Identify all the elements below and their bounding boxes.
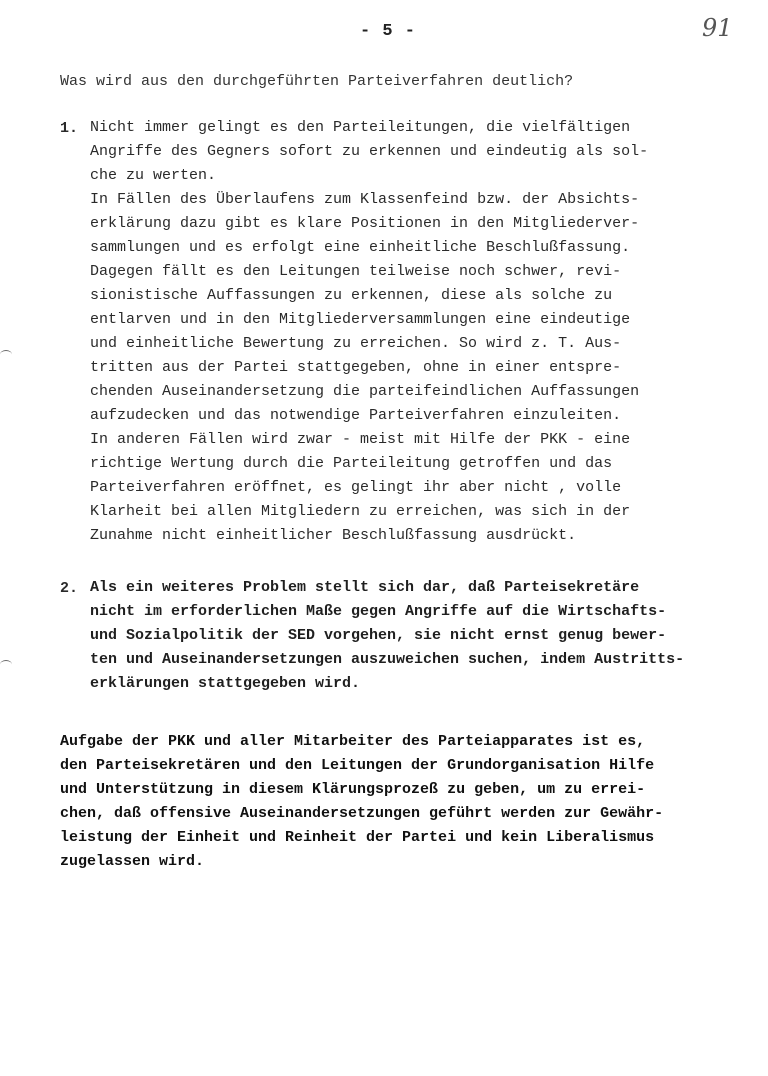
item-line: Parteiverfahren eröffnet, es gelingt ihr aber nicht , volle: [90, 479, 622, 496]
item-number: 1.: [60, 120, 79, 137]
page-number: - 5 -: [360, 22, 417, 41]
item-line: In Fällen des Überlaufens zum Klassenfeind bzw. der Absichts-: [90, 191, 640, 208]
margin-mark: [0, 660, 12, 669]
item-line: und einheitliche Bewertung zu erreichen. So wird z. T. Aus-: [90, 335, 622, 352]
conclusion-line: den Parteisekretären und den Leitungen der Grundorganisation Hilfe: [60, 757, 655, 774]
item-line: Als ein weiteres Problem stellt sich dar, daß Parteisekretäre: [90, 579, 640, 596]
conclusion-line: chen, daß offensive Auseinandersetzungen geführt werden zur Gewähr-: [60, 805, 664, 822]
item-line: entlarven und in den Mitgliederversammlungen eine eindeutige: [90, 311, 631, 328]
conclusion-line: leistung der Einheit und Reinheit der Partei und kein Liberalismus: [60, 829, 655, 846]
item-line: Dagegen fällt es den Leitungen teilweise noch schwer, revi-: [90, 263, 622, 280]
item-line: Zunahme nicht einheitlicher Beschlußfassung ausdrückt.: [90, 527, 577, 544]
item-line: erklärung dazu gibt es klare Positionen in den Mitgliederver-: [90, 215, 640, 232]
margin-mark: [0, 350, 12, 359]
item-line: richtige Wertung durch die Parteileitung getroffen und das: [90, 455, 613, 472]
item-line: ten und Auseinandersetzungen auszuweichen suchen, indem Austritts-: [90, 651, 685, 668]
conclusion-line: Aufgabe der PKK und aller Mitarbeiter des Parteiapparates ist es,: [60, 733, 646, 750]
item-line: Nicht immer gelingt es den Parteileitungen, die vielfältigen: [90, 119, 631, 136]
archive-number: 91: [702, 14, 733, 42]
item-line: sionistische Auffassungen zu erkennen, diese als solche zu: [90, 287, 613, 304]
item-line: Angriffe des Gegners sofort zu erkennen und eindeutig als sol-: [90, 143, 649, 160]
item-number: 2.: [60, 580, 79, 597]
item-line: Klarheit bei allen Mitgliedern zu erreichen, was sich in der: [90, 503, 631, 520]
conclusion-line: zugelassen wird.: [60, 853, 205, 870]
conclusion-line: und Unterstützung in diesem Klärungsprozeß zu geben, um zu errei-: [60, 781, 646, 798]
item-line: sammlungen und es erfolgt eine einheitliche Beschlußfassung.: [90, 239, 631, 256]
item-line: chenden Auseinandersetzung die parteifeindlichen Auffassungen: [90, 383, 640, 400]
item-line: und Sozialpolitik der SED vorgehen, sie nicht ernst genug bewer-: [90, 627, 667, 644]
item-line: erklärungen stattgegeben wird.: [90, 675, 361, 692]
item-line: tritten aus der Partei stattgegeben, ohne in einer entspre-: [90, 359, 622, 376]
question-heading: Was wird aus den durchgeführten Parteiverfahren deutlich?: [60, 73, 574, 90]
item-line: che zu werten.: [90, 167, 217, 184]
item-line: aufzudecken und das notwendige Parteiverfahren einzuleiten.: [90, 407, 622, 424]
item-line: nicht im erforderlichen Maße gegen Angriffe auf die Wirtschafts-: [90, 603, 667, 620]
item-line: In anderen Fällen wird zwar - meist mit Hilfe der PKK - eine: [90, 431, 631, 448]
